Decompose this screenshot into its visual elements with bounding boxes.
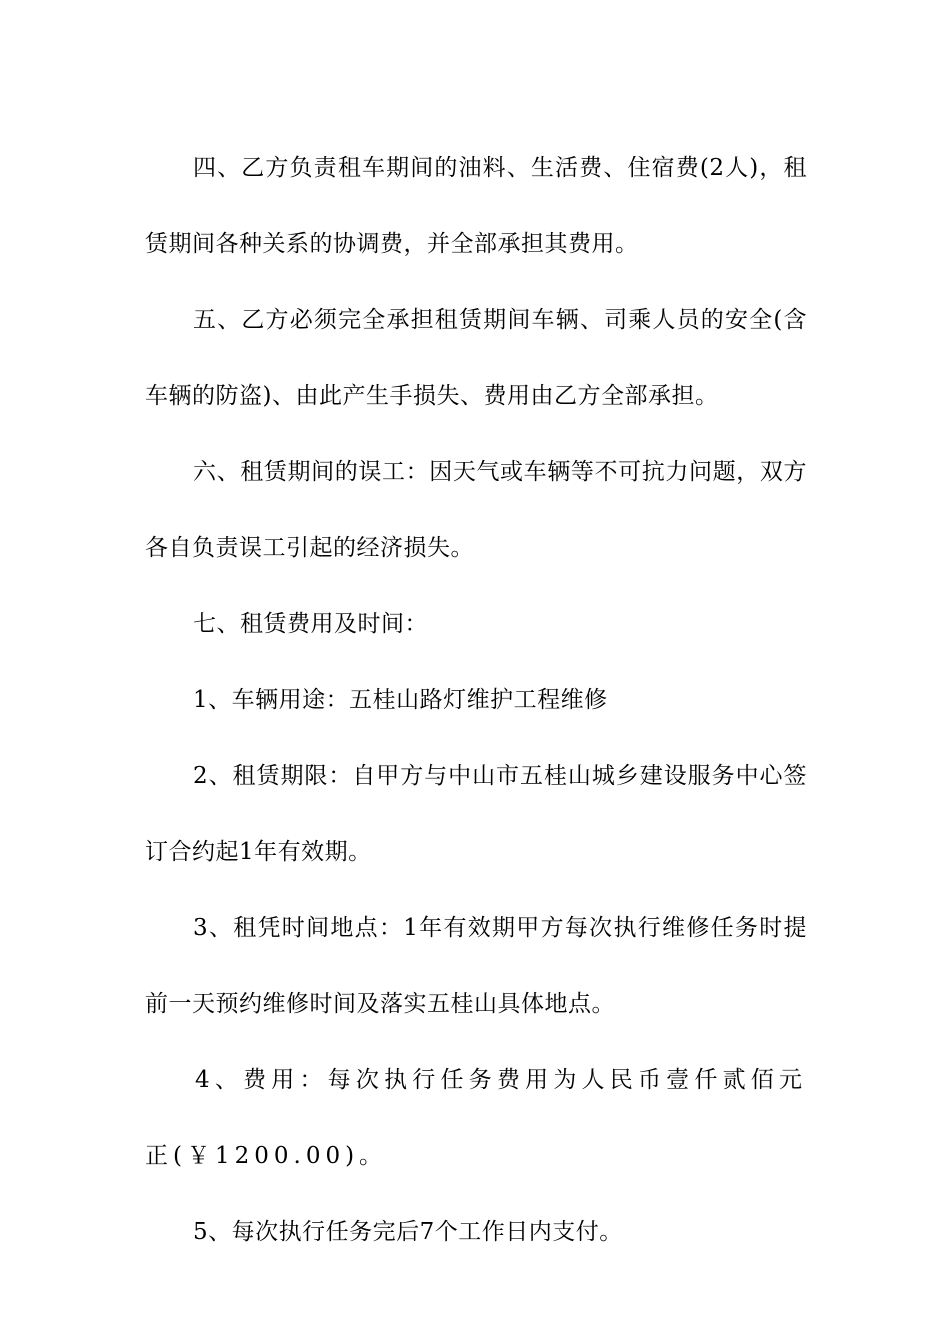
clause-5-paragraph: 五、乙方必须完全承担租赁期间车辆、司乘人员的安全(含车辆的防盗)、由此产生手损失、费用由乙方全部承担。 (145, 307, 807, 409)
clause-7-heading: 七、租赁费用及时间： (193, 611, 428, 637)
item-5-paragraph: 5、每次执行任务完后7个工作日内支付。 (193, 1219, 623, 1245)
item-3-paragraph: 3、租凭时间地点：1年有效期甲方每次执行维修任务时提前一天预约维修时间及落实五桂山具体地点。 (145, 915, 807, 1017)
item-4-paragraph: 4、费用：每次执行任务费用为人民币壹仟贰佰元正(￥1200.00)。 (145, 1067, 807, 1169)
clause-4-paragraph: 四、乙方负责租车期间的油料、生活费、住宿费(2人)，租赁期间各种关系的协调费，并全部承担其费用。 (145, 155, 807, 257)
document-body (145, 130, 807, 1270)
clause-6-paragraph: 六、租赁期间的误工：因天气或车辆等不可抗力问题，双方各自负责误工引起的经济损失。 (145, 459, 807, 561)
item-1-paragraph: 1、车辆用途：五桂山路灯维护工程维修 (193, 687, 608, 713)
item-2-paragraph: 2、租赁期限：自甲方与中山市五桂山城乡建设服务中心签订合约起1年有效期。 (145, 763, 807, 865)
